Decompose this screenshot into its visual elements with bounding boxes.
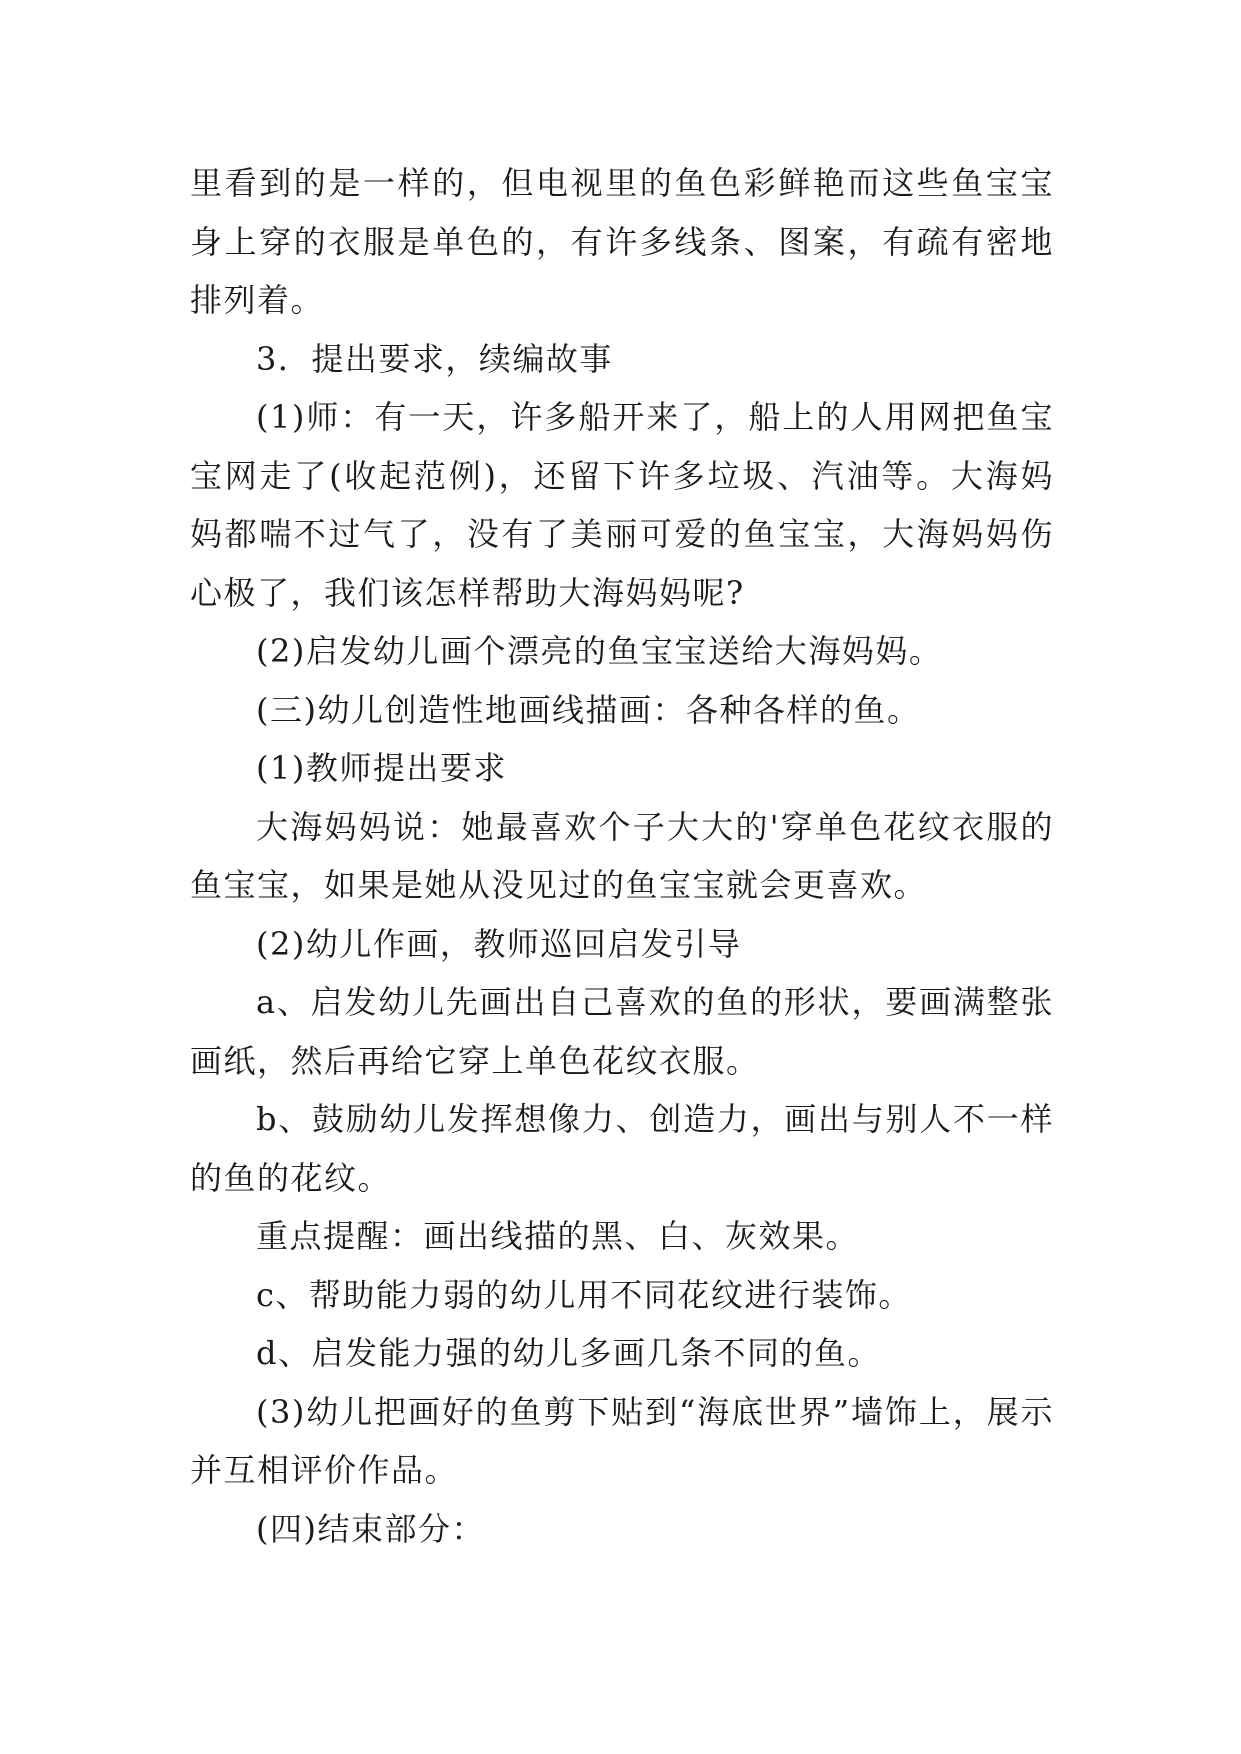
paragraph: 大海妈妈说：她最喜欢个子大大的'穿单色花纹衣服的鱼宝宝，如果是她从没见过的鱼宝宝就会更喜欢。 — [190, 807, 1054, 904]
paragraph: (3)幼儿把画好的鱼剪下贴到“海底世界”墙饰上，展示并互相评价作品。 — [190, 1392, 1054, 1489]
list-item: d、启发能力强的幼儿多画几条不同的鱼。 — [256, 1334, 881, 1372]
paragraph: (2)幼儿作画，教师巡回启发引导 — [256, 924, 742, 963]
list-item: b、鼓励幼儿发挥想像力、创造力，画出与别人不一样的鱼的花纹。 — [190, 1100, 1054, 1197]
paragraph: 里看到的是一样的，但电视里的鱼色彩鲜艳而这些鱼宝宝身上穿的衣服是单色的，有许多线条、图案，有疏有密地排列着。 — [190, 164, 1054, 319]
paragraph: 重点提醒：画出线描的黑、白、灰效果。 — [256, 1217, 860, 1255]
section-heading: (三)幼儿创造性地画线描画：各种各样的鱼。 — [256, 690, 921, 729]
section-heading: 3．提出要求，续编故事 — [256, 339, 613, 378]
paragraph: (2)启发幼儿画个漂亮的鱼宝宝送给大海妈妈。 — [256, 632, 943, 670]
paragraph: (1)教师提出要求 — [256, 749, 507, 787]
section-heading: (四)结束部分： — [256, 1509, 485, 1548]
paragraph: (1)师：有一天，许多船开来了，船上的人用网把鱼宝宝网走了(收起范例)，还留下许多垃圾、汽油等。大海妈妈都喘不过气了，没有了美丽可爱的鱼宝宝，大海妈妈伤心极了，我们该怎样帮助大海妈妈呢? — [190, 398, 1054, 612]
list-item: a、启发幼儿先画出自己喜欢的鱼的形状，要画满整张画纸，然后再给它穿上单色花纹衣服。 — [190, 983, 1054, 1080]
document-body — [190, 154, 1054, 1558]
list-item: c、帮助能力弱的幼儿用不同花纹进行装饰。 — [256, 1275, 912, 1314]
